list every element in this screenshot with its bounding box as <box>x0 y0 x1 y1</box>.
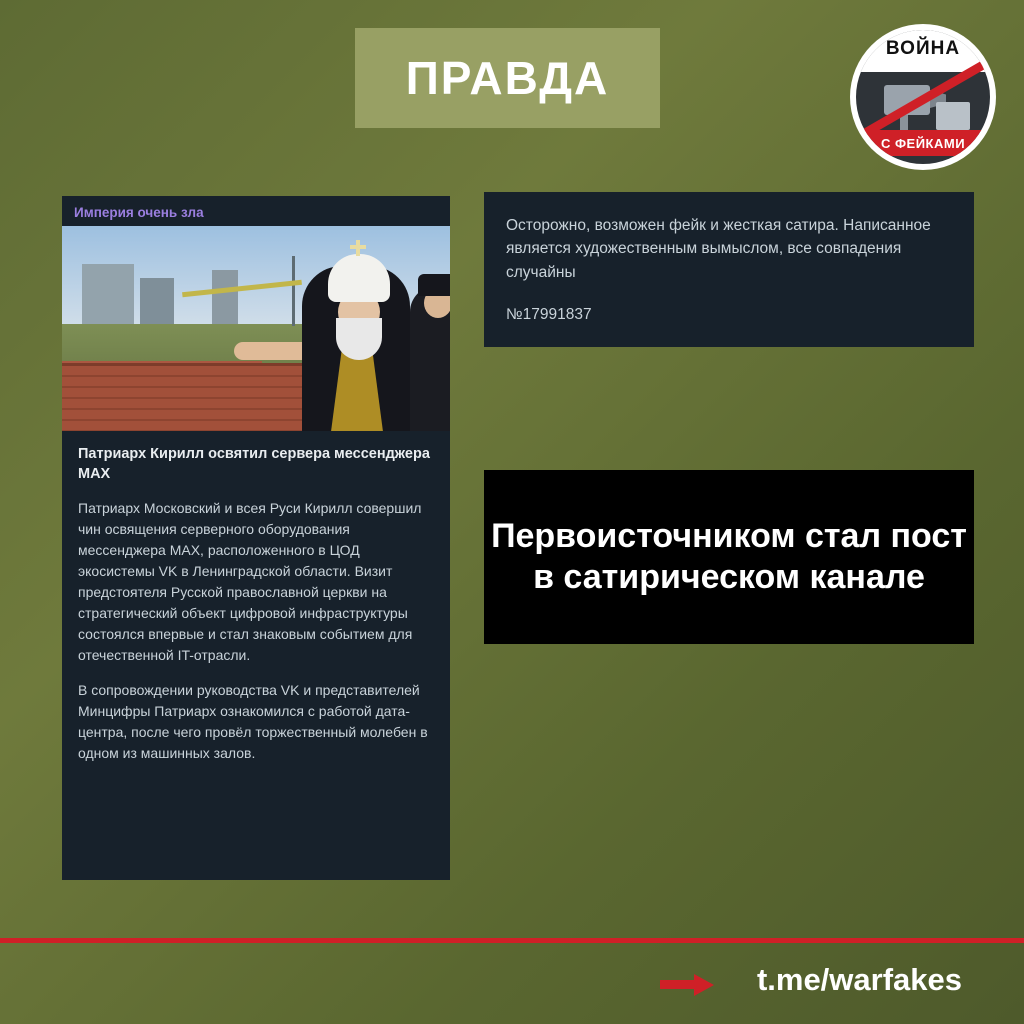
post-photo <box>62 226 450 431</box>
page-title-box <box>355 28 660 128</box>
tv-box-icon <box>936 102 970 130</box>
disclaimer-text: Осторожно, возможен фейк и жесткая сатира. Написанное является художественным вымыслом, все совпадения случайны <box>506 217 931 281</box>
logo-bottom-band <box>856 130 990 156</box>
page-title: ПРАВДА <box>405 52 610 104</box>
channel-logo <box>850 24 996 170</box>
logo-bottom-label: С ФЕЙКАМИ <box>880 135 966 151</box>
arrow-shaft <box>660 980 696 989</box>
photo-building <box>212 270 238 324</box>
telegram-post-card <box>62 196 450 880</box>
footer-divider <box>0 938 1024 943</box>
photo-clergy-hat <box>418 274 450 296</box>
post-paragraph: В сопровождении руководства VK и представителей Минцифры Патриарх ознакомился с работой дата-центра, после чего провёл торжественный молебен в одном из машинных залов. <box>78 682 428 762</box>
post-body <box>62 484 450 764</box>
disclaimer-box <box>484 192 974 347</box>
post-paragraph: Патриарх Московский и всея Руси Кирилл совершил чин освящения серверного оборудования мессенджера MAX, расположенного в ЦОД экосистемы VK в Ленинградской области. Визит предстоятеля Русской православной церкви на стратегический объект цифровой инфраструктуры состоялся впервые и стал знаковым событием для отечественной IT-отрасли. <box>78 500 422 664</box>
post-headline: Патриарх Кирилл освятил сервера мессенджера MAX <box>78 446 430 482</box>
verdict-box <box>484 470 974 644</box>
photo-pylon <box>292 256 295 326</box>
footer-telegram-link[interactable]: t.me/warfakes <box>756 962 962 997</box>
arrow-head <box>694 974 714 996</box>
verdict-text: Первоисточником стал пост в сатирическом канале <box>491 516 967 596</box>
photo-cross-icon <box>350 245 366 249</box>
logo-inner <box>856 30 990 164</box>
disclaimer-number: №17991837 <box>506 305 592 323</box>
logo-top-label: ВОЙНА <box>885 38 961 59</box>
photo-building <box>82 264 134 324</box>
photo-building <box>140 278 174 324</box>
post-channel-name: Империя очень зла <box>74 205 204 220</box>
